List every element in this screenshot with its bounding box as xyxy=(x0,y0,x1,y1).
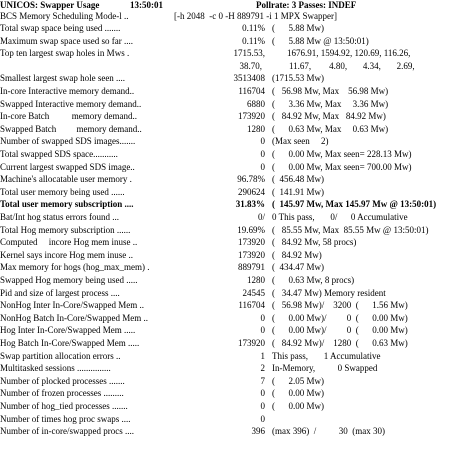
stat-label: Bat/Int hog status errors found ... xyxy=(0,212,119,222)
stat-row xyxy=(0,212,475,223)
stat-row xyxy=(0,414,475,425)
current-time: 13:50:01 xyxy=(130,0,163,10)
stat-value: 0 xyxy=(260,413,265,424)
stat-detail: ( 5.88 Mw) xyxy=(272,23,324,33)
stat-row xyxy=(0,99,475,110)
stat-detail: ( 0.00 Mw)/ 0 ( 0.00 Mw) xyxy=(272,312,408,323)
stat-detail: ( 84.92 Mw)/ 1280 ( 0.63 Mw) xyxy=(272,338,408,348)
stat-value: 0 xyxy=(260,401,265,411)
stat-label: Top ten largest swap holes in Mws . xyxy=(0,48,130,59)
stat-label: Hog Inter In-Core/Swapped Mem ..... xyxy=(0,325,136,336)
stat-label: Swap partition allocation errors .. xyxy=(0,350,121,361)
stat-label: Multitasked sessions ............... xyxy=(0,363,111,374)
stat-row xyxy=(0,376,475,387)
stat-label: Swapped Hog memory being used ..... xyxy=(0,275,138,285)
pollrate-status: Pollrate: 3 Passes: INDEF xyxy=(256,0,357,10)
stat-label: Maximum swap space used so far .... xyxy=(0,35,133,46)
stat-detail: ( 0.00 Mw)/ 0 ( 0.00 Mw) xyxy=(272,325,408,336)
stat-row xyxy=(0,250,475,261)
stat-value: 0 xyxy=(260,136,265,147)
stat-value: 1280 xyxy=(247,123,265,134)
stat-row xyxy=(0,275,475,286)
stat-row xyxy=(0,48,475,59)
stat-detail: ( 0.63 Mw, 8 procs) xyxy=(272,275,355,285)
stat-value: 173920 xyxy=(238,249,265,260)
stat-label: NonHog Batch In-Core/Swapped Mem .. xyxy=(0,312,148,323)
stat-row xyxy=(0,73,475,84)
stat-value: 396 xyxy=(251,426,265,437)
stat-detail: ( 84.92 Mw, 58 procs) xyxy=(272,237,357,248)
stat-row xyxy=(0,300,475,311)
stat-row xyxy=(0,237,475,248)
stat-row xyxy=(0,225,475,236)
stat-detail: (1715.53 Mw) xyxy=(272,73,324,84)
stat-value: 3513408 xyxy=(233,73,265,84)
stat-row xyxy=(0,149,475,160)
stat-label: Smallest largest swap hole seen .... xyxy=(0,73,126,84)
stat-row xyxy=(0,23,475,34)
stat-value: 7 xyxy=(260,375,265,386)
stat-detail: ( 0.00 Mw) xyxy=(272,401,324,411)
stat-label: Total user memory being used ...... xyxy=(0,186,125,197)
stat-value: 0/ xyxy=(257,212,265,222)
stat-label: Hog Batch In-Core/Swapped Mem ..... xyxy=(0,338,140,348)
stat-label: Number of plocked processes ....... xyxy=(0,375,125,386)
stat-value: 173920 xyxy=(238,237,265,248)
stat-label: Total swapped SDS space........... xyxy=(0,149,118,159)
stat-detail: ( 0.00 Mw, Max seen= 228.13 Mw) xyxy=(272,149,412,159)
stat-label: Number of frozen processes ......... xyxy=(0,388,124,399)
mode-value: [-h 2048 -c 0 -H 889791 -i 1 MPX Swapper] xyxy=(174,11,337,21)
stat-value: 0 xyxy=(260,161,265,172)
stat-label: Swapped Batch memory demand.. xyxy=(0,123,142,134)
stat-detail: ( 0.00 Mw) xyxy=(272,388,324,399)
stat-value: 0 xyxy=(260,312,265,323)
stat-row xyxy=(0,187,475,198)
stat-value: 889791 xyxy=(238,262,265,273)
stat-row xyxy=(0,174,475,185)
stat-row xyxy=(0,351,475,362)
stat-label: Number of swapped SDS images....... xyxy=(0,136,136,147)
stat-detail: ( 3.36 Mw, Max 3.36 Mw) xyxy=(272,98,389,109)
stat-value: 173920 xyxy=(238,111,265,122)
stat-label: NonHog Inter In-Core/Swapped Mem .. xyxy=(0,300,144,311)
stat-value: 1 xyxy=(260,350,265,361)
stat-detail: In-Memory, 0 Swapped xyxy=(272,363,378,374)
stat-row xyxy=(0,325,475,336)
stat-value: 24545 xyxy=(242,287,265,298)
stat-label: Kernel says incore Hog mem inuse .. xyxy=(0,249,133,260)
stat-label: Pid and size of largest process .... xyxy=(0,287,120,298)
stat-value: 116704 xyxy=(238,86,265,96)
stat-row xyxy=(0,388,475,399)
stat-row xyxy=(0,124,475,135)
stat-label: Computed incore Hog mem inuse .. xyxy=(0,237,138,248)
stat-row xyxy=(0,199,475,210)
stat-detail: ( 2.05 Mw) xyxy=(272,375,324,386)
stat-detail: (Max seen 2) xyxy=(272,136,329,147)
stat-row xyxy=(0,262,475,273)
stat-row xyxy=(0,426,475,437)
stat-value: 6880 xyxy=(247,98,265,109)
stat-detail: ( 0.00 Mw, Max seen= 700.00 Mw) xyxy=(272,161,412,172)
stat-value: 0.11% xyxy=(242,35,265,46)
stat-detail: ( 5.88 Mw @ 13:50:01) xyxy=(272,35,369,46)
stat-label: Total Hog memory subscription ...... xyxy=(0,224,131,235)
stat-row xyxy=(0,111,475,122)
stat-label: Number of hog_tied processes ....... xyxy=(0,401,128,411)
header-line xyxy=(0,0,475,11)
stat-row xyxy=(0,36,475,47)
stat-value: 173920 xyxy=(238,338,265,348)
stat-row xyxy=(0,338,475,349)
stat-row xyxy=(0,86,475,97)
stat-detail: 11.67, 4.80, 4.34, 2.69, xyxy=(289,60,415,71)
stat-value: 0 xyxy=(260,149,265,159)
stat-row xyxy=(0,313,475,324)
stat-value: 19.69% xyxy=(237,224,265,235)
stat-label: In-core Batch memory demand.. xyxy=(0,111,137,122)
stat-detail: 0 This pass, 0/ 0 Accumulative xyxy=(272,212,408,222)
stat-detail: ( 56.98 Mw, Max 56.98 Mw) xyxy=(272,86,389,96)
stat-value: 290624 xyxy=(238,186,265,197)
stat-row xyxy=(0,61,475,72)
stat-label: Max memory for hogs (hog_max_mem) . xyxy=(0,262,150,273)
stat-detail: ( 141.91 Mw) xyxy=(272,186,324,197)
stat-detail: ( 434.47 Mw) xyxy=(272,262,324,273)
stat-row xyxy=(0,401,475,412)
stat-detail: ( 456.48 Mw) xyxy=(272,174,324,185)
mode-line xyxy=(0,11,475,22)
stat-row xyxy=(0,162,475,173)
stat-value: 1715.53, xyxy=(233,48,265,59)
stat-detail: ( 56.98 Mw)/ 3200 ( 1.56 Mw) xyxy=(272,300,408,311)
stat-value: 2 xyxy=(260,363,265,374)
stat-label: Swapped Interactive memory demand.. xyxy=(0,98,142,109)
stat-detail: ( 84.92 Mw, Max 84.92 Mw) xyxy=(272,111,386,122)
stat-label: Current largest swapped SDS image.. xyxy=(0,161,135,172)
stat-value: 1280 xyxy=(247,275,265,285)
stat-detail: ( 145.97 Mw, Max 145.97 Mw @ 13:50:01) xyxy=(272,199,437,210)
stat-detail: ( 34.47 Mw) Memory resident xyxy=(272,287,386,298)
stat-detail: ( 84.92 Mw) xyxy=(272,249,322,260)
stat-row xyxy=(0,288,475,299)
stat-label: Total swap space being used ....... xyxy=(0,23,121,33)
stat-value: 0.11% xyxy=(242,23,265,33)
stat-value: 0 xyxy=(260,325,265,336)
stat-value: 31.83% xyxy=(235,199,265,210)
stat-detail: (max 396) / 30 (max 30) xyxy=(272,426,385,437)
stat-label: Number of times hog proc swaps .... xyxy=(0,413,131,424)
stat-row xyxy=(0,136,475,147)
stat-value: 38.70, xyxy=(239,60,262,71)
stat-label: In-core Interactive memory demand.. xyxy=(0,86,135,96)
stat-detail: This pass, 1 Accumulative xyxy=(272,350,381,361)
mode-label: BCS Memory Scheduling Mode-l .. xyxy=(0,11,129,21)
stat-label: Machine's allocatable user memory . xyxy=(0,174,132,185)
stat-value: 96.78% xyxy=(237,174,265,185)
stat-detail: 1676.91, 1594.92, 120.69, 116.26, xyxy=(287,48,411,59)
stat-detail: ( 85.55 Mw, Max 85.55 Mw @ 13:50:01) xyxy=(272,224,429,235)
stat-value: 116704 xyxy=(238,300,265,311)
stat-label: Number of in-core/swapped procs .... xyxy=(0,426,134,437)
stat-row xyxy=(0,363,475,374)
stat-label: Total user memory subscription .... xyxy=(0,199,134,210)
stat-value: 0 xyxy=(260,388,265,399)
screen-title: UNICOS: Swapper Usage xyxy=(0,0,100,10)
stat-detail: ( 0.63 Mw, Max 0.63 Mw) xyxy=(272,123,389,134)
